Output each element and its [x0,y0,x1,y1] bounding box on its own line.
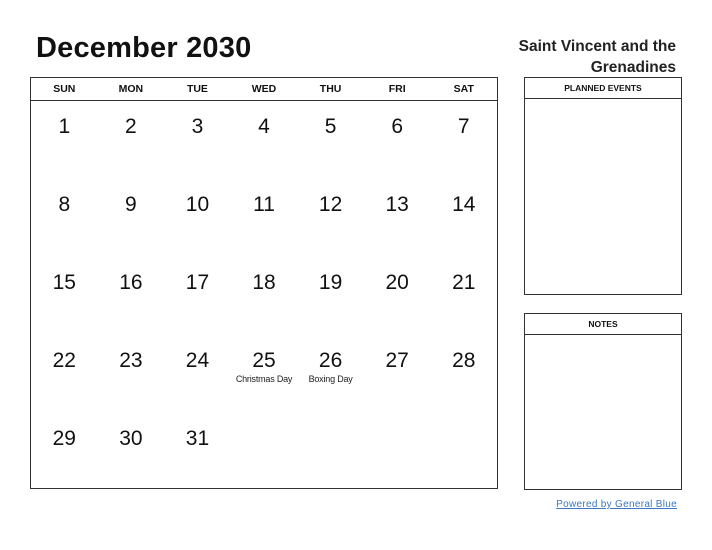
holiday-label: Christmas Day [235,374,293,384]
day-cell [164,413,231,491]
day-number: 29 [52,427,76,450]
day-number: 26 [318,349,343,372]
day-number: 15 [52,271,76,294]
planned-events-panel [524,77,682,295]
day-cell [430,413,497,491]
day-cell [164,335,231,413]
day-cell [231,257,298,335]
day-cell [98,413,165,491]
day-number: 9 [125,193,137,216]
day-cell [297,179,364,257]
day-cell [430,257,497,335]
day-cell [31,335,98,413]
day-number: 7 [457,115,470,138]
day-number: 12 [318,193,343,216]
weekday-thu: THU [319,83,342,95]
week-row [31,335,497,413]
day-number: 8 [58,193,71,216]
day-cell [31,413,98,491]
week-row [31,257,497,335]
day-number: 4 [258,115,270,138]
day-number: 28 [452,349,476,372]
day-number: 14 [452,193,476,216]
weekday-mon: MON [118,83,144,95]
holiday-label: Boxing Day [308,374,353,384]
weekday-tue: TUE [186,83,208,95]
day-cell [364,335,431,413]
day-number: 19 [318,271,343,294]
day-cell [364,101,431,179]
day-number: 27 [385,349,409,372]
day-cell [297,335,364,413]
day-number: 2 [125,115,137,138]
day-cell [430,101,497,179]
day-number: 3 [191,115,204,138]
notes-panel [524,313,682,490]
day-number: 11 [253,193,275,216]
day-cell [31,257,98,335]
day-number: 20 [385,271,409,294]
day-cell [430,335,497,413]
calendar-grid [30,77,498,489]
week-row [31,101,497,179]
day-number: 23 [119,349,143,372]
weekday-header-row [31,78,497,101]
day-cell [364,257,431,335]
day-cell [231,179,298,257]
weekday-sun: SUN [53,83,76,95]
page-title: December 2030 [36,32,252,64]
day-cell [364,179,431,257]
day-cell [297,413,364,491]
calendar-weeks [31,101,497,491]
day-cell [164,179,231,257]
day-number: 6 [391,115,404,138]
day-number: 10 [185,193,210,216]
day-number: 18 [252,271,276,294]
day-number: 25 [252,349,276,372]
weekday-sat: SAT [453,83,474,95]
day-cell [364,413,431,491]
week-row [31,413,497,491]
day-number: 16 [119,271,143,294]
day-number: 17 [185,271,210,294]
day-cell [231,335,298,413]
day-number: 13 [385,193,409,216]
day-cell [297,101,364,179]
weekday-wed: WED [251,83,277,95]
day-cell [164,257,231,335]
day-cell [98,101,165,179]
day-number: 21 [452,271,476,294]
day-number: 24 [185,349,210,372]
day-cell [98,179,165,257]
day-cell [164,101,231,179]
day-number: 30 [119,427,143,450]
day-cell [297,257,364,335]
week-row [31,179,497,257]
day-cell [430,179,497,257]
notes-header: NOTES [525,314,681,335]
day-number: 22 [52,349,76,372]
day-number: 31 [185,427,210,450]
planned-events-header: PLANNED EVENTS [525,78,681,99]
weekday-fri: FRI [388,83,406,95]
day-number: 1 [58,115,71,138]
day-number: 5 [324,115,337,138]
day-cell [98,335,165,413]
day-cell [231,101,298,179]
day-cell [98,257,165,335]
day-cell [231,413,298,491]
day-cell [31,179,98,257]
day-cell [31,101,98,179]
powered-by-link[interactable]: Powered by General Blue [556,499,677,510]
country-name: Saint Vincent and the Grenadines [518,38,676,76]
